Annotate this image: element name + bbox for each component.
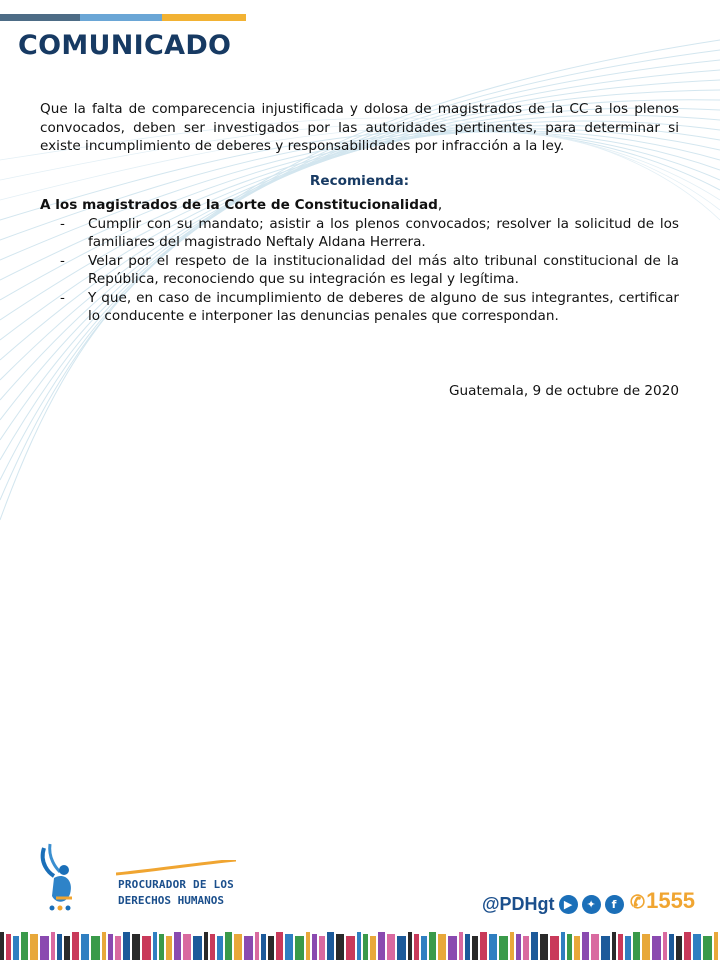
- list-bullet: -: [60, 289, 65, 306]
- textile-stripe: [72, 932, 79, 960]
- header-color-bars: [0, 14, 720, 21]
- textile-stripe: [370, 936, 376, 960]
- textile-stripe: [633, 932, 640, 960]
- textile-stripe: [465, 934, 470, 960]
- textile-stripe: [459, 932, 463, 960]
- textile-stripe: [0, 932, 4, 960]
- addressee-line: [40, 196, 679, 215]
- textile-stripe: [408, 932, 412, 960]
- textile-stripe: [516, 934, 521, 960]
- pdh-logo: [34, 838, 234, 928]
- textile-stripe: [142, 936, 151, 960]
- textile-stripe: [574, 936, 580, 960]
- header-bar-dark: [0, 14, 80, 21]
- textile-stripe: [397, 936, 406, 960]
- logo-swoosh: [116, 860, 236, 876]
- textile-stripe: [132, 934, 140, 960]
- textile-stripe: [261, 934, 266, 960]
- textile-stripe: [489, 934, 497, 960]
- textile-stripe: [204, 932, 208, 960]
- intro-paragraph: Que la falta de comparecencia injustificada y dolosa de magistrados de la CC a los plenos convocados, deben ser investigados por las autoridades pertinentes, para determinar si existe incumplimiento de deberes y responsabilidades por infracción a la ley.: [40, 101, 679, 154]
- social-handle[interactable]: @PDHgt: [482, 893, 555, 914]
- textile-stripe: [421, 936, 427, 960]
- textile-stripe: [357, 932, 361, 960]
- textile-stripe: [285, 934, 293, 960]
- youtube-icon[interactable]: ▶: [559, 895, 578, 914]
- textile-stripe: [499, 936, 508, 960]
- textile-stripe: [693, 934, 701, 960]
- addressee-text: A los magistrados de la Corte de Constitucionalidad: [40, 197, 438, 213]
- textile-stripe: [618, 934, 623, 960]
- textile-stripe: [714, 932, 718, 960]
- textile-stripe: [21, 932, 28, 960]
- textile-stripe: [414, 934, 419, 960]
- recommendation-list: [40, 215, 679, 326]
- recommend-heading: Recomienda:: [309, 172, 410, 189]
- textile-stripe: [567, 934, 572, 960]
- list-item: [40, 289, 679, 326]
- logo-text-line1: PROCURADOR DE LOS: [118, 878, 234, 891]
- textile-stripe: [363, 934, 368, 960]
- textile-stripe: [612, 932, 616, 960]
- textile-stripe: [663, 932, 667, 960]
- textile-stripe: [582, 932, 589, 960]
- textile-stripe: [183, 934, 191, 960]
- pdh-logo-icon: [34, 838, 94, 918]
- hotline-number: 1555: [646, 888, 696, 913]
- textile-stripe: [387, 934, 395, 960]
- header-bar-gold: [162, 14, 246, 21]
- recommendation-text: Cumplir con su mandato; asistir a los plenos convocados; resolver la solicitud de los familiares del magistrado Neftaly Aldana Herrera.: [88, 215, 679, 250]
- textile-stripe: [319, 936, 325, 960]
- textile-stripe: [652, 936, 661, 960]
- textile-stripe: [276, 932, 283, 960]
- list-bullet: -: [60, 252, 65, 269]
- textile-stripe: [703, 936, 712, 960]
- hotline: [630, 888, 695, 914]
- textile-stripe: [244, 936, 253, 960]
- textile-stripe: [327, 932, 334, 960]
- page-title: COMUNICADO: [18, 30, 232, 61]
- decorative-textile-strip: [0, 924, 720, 960]
- header-bar-light: [80, 14, 162, 21]
- list-item: [40, 215, 679, 252]
- textile-stripe: [531, 932, 538, 960]
- textile-stripe: [676, 936, 682, 960]
- textile-stripe: [102, 932, 106, 960]
- textile-stripe: [174, 932, 181, 960]
- textile-stripe: [153, 932, 157, 960]
- textile-stripe: [217, 936, 223, 960]
- textile-stripe: [540, 934, 548, 960]
- textile-stripe: [510, 932, 514, 960]
- twitter-icon[interactable]: ✦: [582, 895, 601, 914]
- textile-stripe: [591, 934, 599, 960]
- textile-stripe: [255, 932, 259, 960]
- textile-stripe: [429, 932, 436, 960]
- textile-stripe: [6, 934, 11, 960]
- textile-stripe: [81, 934, 89, 960]
- textile-stripe: [378, 932, 385, 960]
- textile-stripe: [51, 932, 55, 960]
- logo-text-line2: DERECHOS HUMANOS: [118, 894, 224, 907]
- textile-stripe: [57, 934, 62, 960]
- textile-stripe: [625, 936, 631, 960]
- textile-stripe: [64, 936, 70, 960]
- textile-stripe: [108, 934, 113, 960]
- textile-stripe: [472, 936, 478, 960]
- textile-stripe: [115, 936, 121, 960]
- textile-stripe: [523, 936, 529, 960]
- textile-stripe: [234, 934, 242, 960]
- textile-stripe: [438, 934, 446, 960]
- list-item: [40, 252, 679, 289]
- textile-stripe: [268, 936, 274, 960]
- textile-stripe: [448, 936, 457, 960]
- textile-stripe: [123, 932, 130, 960]
- textile-stripe: [312, 934, 317, 960]
- recommendation-text: Y que, en caso de incumplimiento de deberes de alguno de sus integrantes, certificar lo conducente e interponer las denuncias penales que correspondan.: [88, 289, 679, 324]
- textile-stripe: [669, 934, 674, 960]
- list-bullet: -: [60, 215, 65, 232]
- textile-stripe: [346, 936, 355, 960]
- phone-icon: ✆: [630, 892, 646, 912]
- textile-stripe: [306, 932, 310, 960]
- communique-body: [40, 100, 679, 326]
- facebook-icon[interactable]: f: [605, 895, 624, 914]
- textile-stripe: [561, 932, 565, 960]
- textile-stripe: [601, 936, 610, 960]
- textile-stripe: [159, 934, 164, 960]
- textile-stripe: [642, 934, 650, 960]
- textile-stripe: [480, 932, 487, 960]
- textile-stripe: [295, 936, 304, 960]
- textile-stripe: [193, 936, 202, 960]
- recommendation-text: Velar por el respeto de la institucionalidad del más alto tribunal constitucional de la República, reconociendo que su integración es legal y legítima.: [88, 252, 679, 287]
- textile-stripe: [210, 934, 215, 960]
- textile-stripe: [225, 932, 232, 960]
- addressee-suffix: ,: [437, 197, 443, 213]
- footer: [0, 830, 720, 960]
- textile-stripe: [40, 936, 49, 960]
- textile-stripe: [684, 932, 691, 960]
- textile-stripe: [91, 936, 100, 960]
- textile-stripe: [13, 936, 19, 960]
- date-line: Guatemala, 9 de octubre de 2020: [448, 383, 679, 399]
- social-links: [482, 892, 624, 916]
- textile-stripe: [166, 936, 172, 960]
- textile-stripe: [30, 934, 38, 960]
- textile-stripe: [550, 936, 559, 960]
- textile-stripe: [336, 934, 344, 960]
